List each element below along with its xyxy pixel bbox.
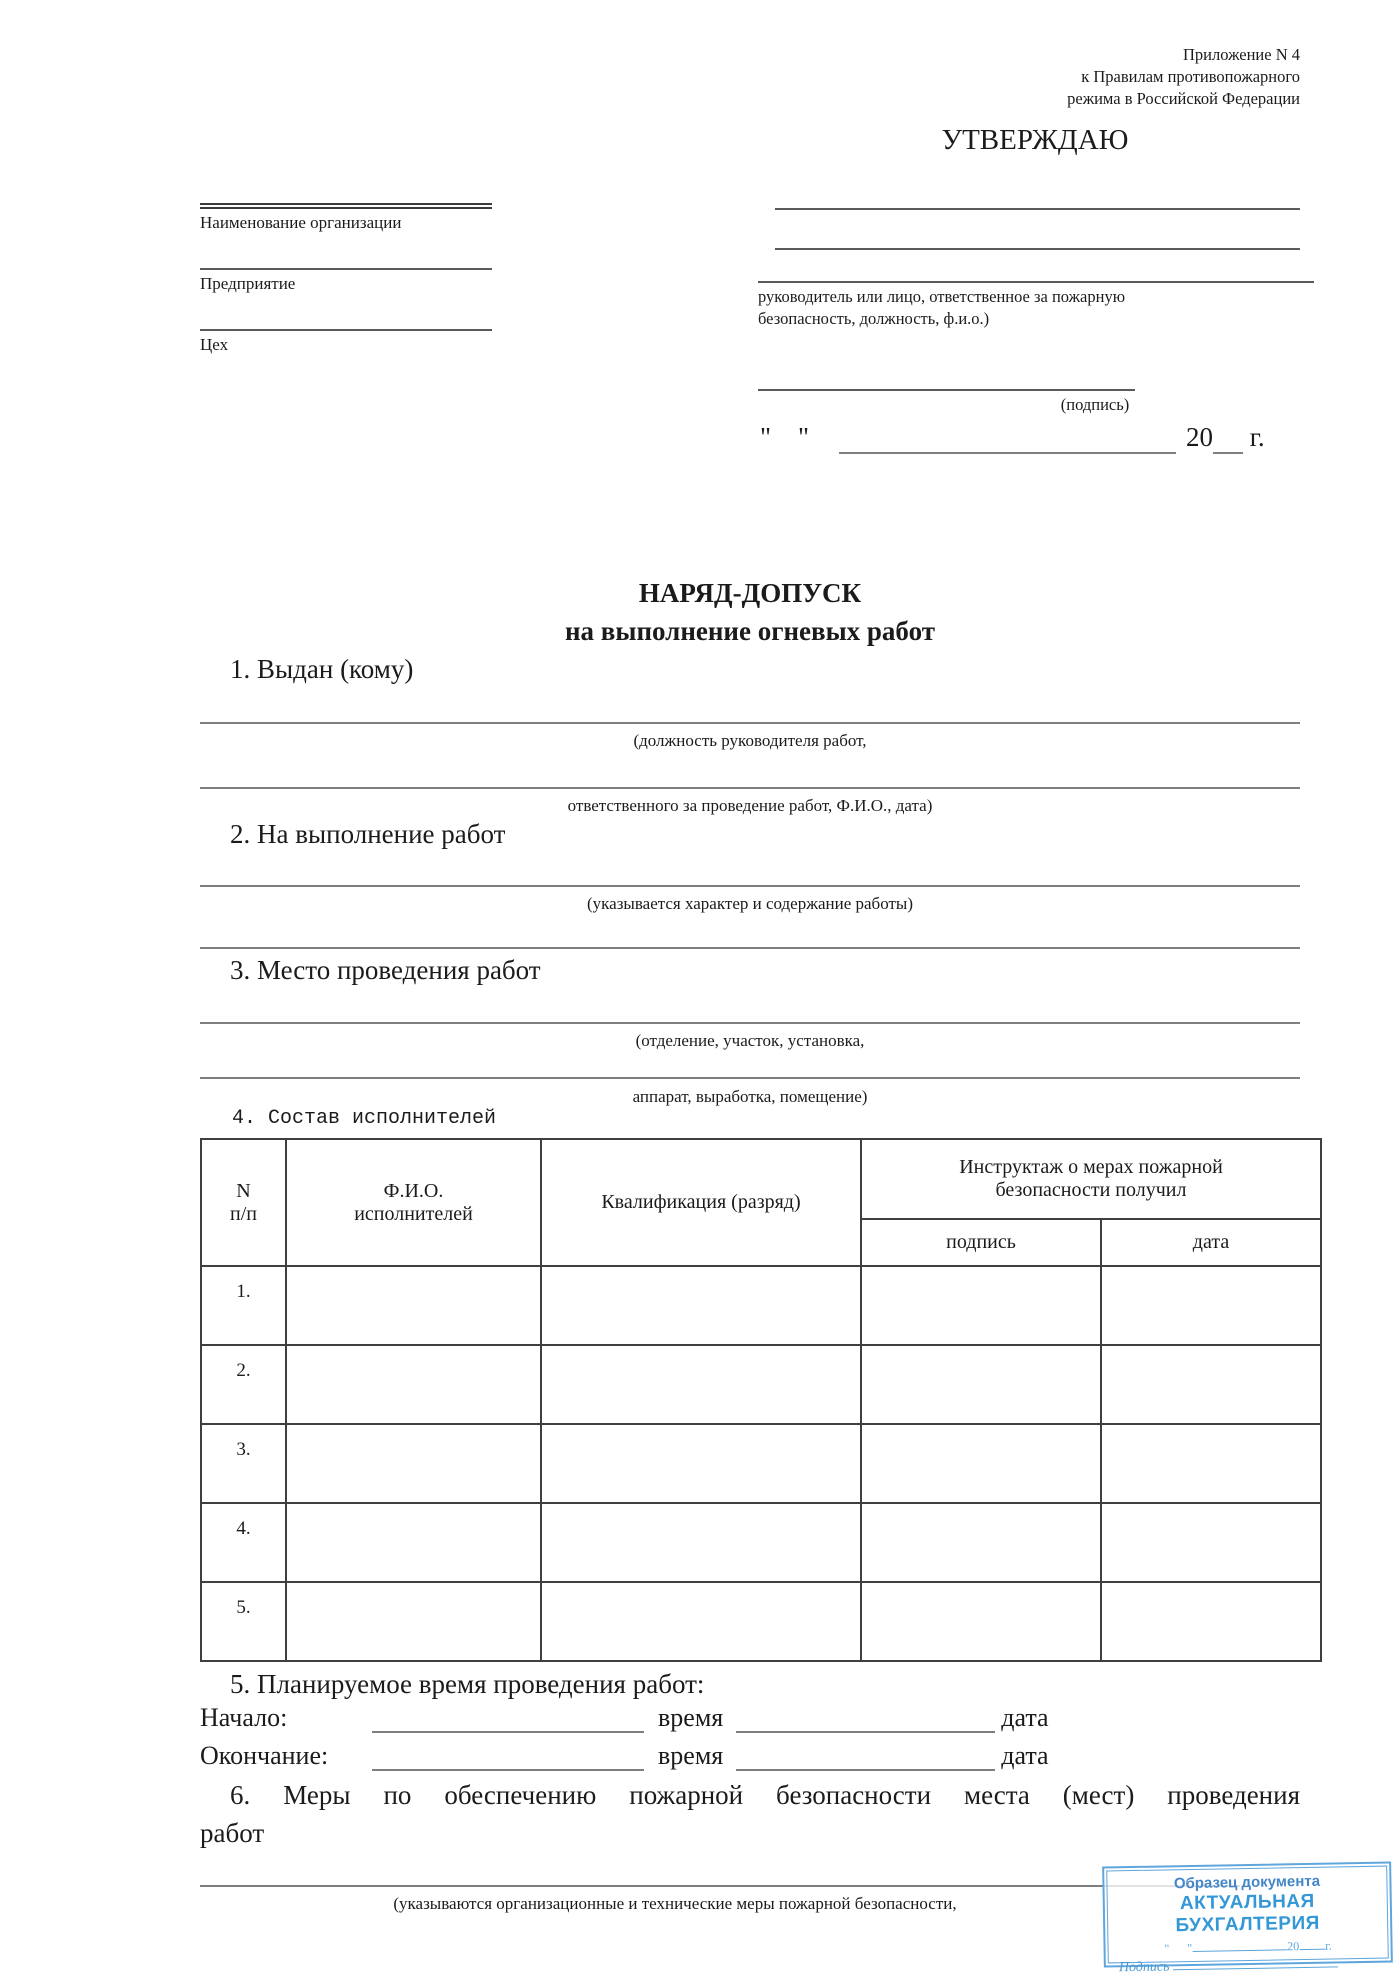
stamp-sign-blank [1173,1955,1338,1970]
blank-line [200,1022,1300,1024]
doc-title-line2: на выполнение огневых работ [565,616,935,646]
approver-blank-line [758,281,1314,283]
col-header-num-line: п/п [230,1202,257,1225]
approve-date-row [760,420,1300,454]
blank-line [200,947,1300,949]
appendix-line: Приложение N 4 [1183,45,1300,64]
row-number: 4. [201,1503,286,1582]
blank-line [200,1885,1240,1887]
col-header-instruction-line: безопасности получил [995,1179,1187,1201]
section1-caption1: (должность руководителя работ, [633,731,867,750]
cell-fio [286,1345,541,1424]
col-header-fio-line: Ф.И.О. [383,1179,444,1202]
section2-caption: (указывается характер и содержание работы) [587,894,913,913]
date-quotes: " " [760,422,810,452]
cell-fio [286,1266,541,1345]
cell-sign [861,1503,1101,1582]
cell-date [1101,1345,1321,1424]
enterprise-line [200,268,492,270]
approve-heading: УТВЕРЖДАЮ [941,124,1129,156]
signature-blank-line [758,389,1135,391]
cell-fio [286,1582,541,1661]
cell-sign [861,1266,1101,1345]
end-time-row [200,1741,1320,1771]
appendix-reference [780,44,1300,110]
date-year-blank [1213,420,1243,454]
section3-caption1: (отделение, участок, установка, [635,1031,865,1050]
table-row [201,1345,1321,1424]
stamp-date-quotes: " " [1164,1940,1193,1956]
col-header-num [201,1139,286,1266]
appendix-line: к Правилам противопожарного [1081,67,1300,86]
row-number: 1. [201,1266,286,1345]
table-row [201,1424,1321,1503]
approver-note [758,286,1314,330]
date-label: дата [1001,1741,1049,1770]
org-name-line [200,203,492,209]
row-number: 5. [201,1582,286,1661]
stamp-year: 20 [1287,1939,1300,1954]
approver-blank-line [775,248,1300,250]
cell-qualification [541,1503,861,1582]
blank-line [200,1077,1300,1079]
section1-caption2: ответственного за проведение работ, Ф.И.О., дата) [567,796,933,815]
stamp-year-suffix: г. [1325,1938,1332,1953]
stamp-year-blank [1299,1938,1325,1950]
start-label: Начало: [200,1703,288,1732]
cell-sign [861,1345,1101,1424]
blank-line [200,885,1300,887]
sample-stamp [1102,1861,1393,1976]
subcol-header-date: дата [1101,1219,1321,1266]
enterprise-field [200,268,492,294]
col-header-fio [286,1139,541,1266]
date-year-suffix: г. [1243,422,1265,452]
cell-fio [286,1424,541,1503]
col-header-instruction [861,1139,1321,1219]
table-row [201,1503,1321,1582]
sample-stamp-frame [1106,1866,1389,1976]
section6-label-line1: 6. Меры по обеспечению пожарной безопасности места (мест) проведения [230,1780,1300,1810]
cell-qualification [541,1424,861,1503]
cell-date [1101,1424,1321,1503]
cell-qualification [541,1345,861,1424]
table-row [201,1582,1321,1661]
blank-line [200,722,1300,724]
stamp-sign-row [1109,1955,1388,1977]
enterprise-label: Предприятие [200,274,296,293]
shop-line [200,329,492,331]
col-header-num-line: N [236,1179,251,1202]
stamp-brand: АКТУАЛЬНАЯ БУХГАЛТЕРИЯ [1175,1890,1321,1937]
start-date-blank [736,1703,995,1733]
section6-label-line2: работ [200,1818,265,1848]
stamp-date-blank [1192,1938,1287,1952]
row-number: 3. [201,1424,286,1503]
crew-table [200,1138,1322,1662]
end-date-blank [736,1741,995,1771]
approver-blank-line [775,208,1300,210]
org-name-label: Наименование организации [200,213,402,232]
cell-fio [286,1503,541,1582]
section3-caption2: аппарат, выработка, помещение) [632,1087,868,1106]
date-blank-line [839,420,1176,454]
cell-date [1101,1503,1321,1582]
section3-label: 3. Место проведения работ [230,955,541,985]
cell-qualification [541,1266,861,1345]
start-time-blank [372,1703,644,1733]
blank-line [200,787,1300,789]
time-label: время [658,1703,724,1732]
row-number: 2. [201,1345,286,1424]
stamp-title: Образец документа [1173,1872,1321,1893]
col-header-instruction-line: Инструктаж о мерах пожарной [959,1156,1223,1178]
end-label: Окончание: [200,1741,329,1770]
date-label: дата [1001,1703,1049,1732]
start-time-row [200,1703,1320,1733]
cell-date [1101,1266,1321,1345]
subcol-header-sign: подпись [861,1219,1101,1266]
date-year: 20 [1186,422,1214,452]
approver-note-line: руководитель или лицо, ответственное за пожарную [758,287,1126,306]
cell-sign [861,1582,1101,1661]
col-header-fio-line: исполнителей [354,1202,473,1225]
shop-field [200,329,492,355]
doc-title-line1: НАРЯД-ДОПУСК [638,578,862,608]
section6-caption: (указываются организационные и технические меры пожарной безопасности, [393,1894,957,1913]
org-name-field [200,203,492,233]
cell-sign [861,1424,1101,1503]
time-label: время [658,1741,724,1770]
cell-date [1101,1582,1321,1661]
section4-label: 4. Состав исполнителей [232,1107,497,1130]
shop-label: Цех [200,335,229,354]
section1-label: 1. Выдан (кому) [230,654,414,684]
table-row [201,1266,1321,1345]
section2-label: 2. На выполнение работ [230,819,506,849]
signature-caption: (подпись) [1060,395,1130,414]
section5-label: 5. Планируемое время проведения работ: [230,1669,705,1699]
stamp-sign-label: Подпись [1118,1959,1170,1976]
col-header-qualification: Квалификация (разряд) [541,1139,861,1266]
appendix-line: режима в Российской Федерации [1067,89,1300,108]
cell-qualification [541,1582,861,1661]
end-time-blank [372,1741,644,1771]
approver-note-line: безопасность, должность, ф.и.о.) [758,309,990,328]
